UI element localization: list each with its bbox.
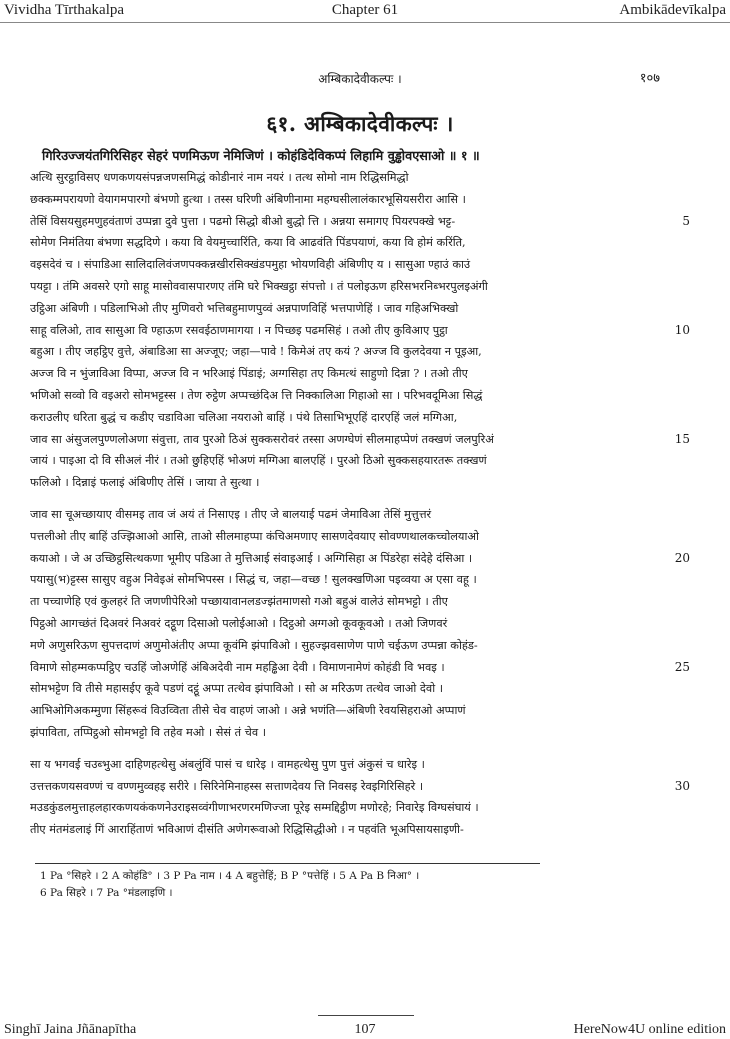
text-line: झंपाविता, तप्पिट्ठओ सोमभट्टो वि तहेव मओ । सेसं तं चेव । [30, 725, 266, 739]
footnote-line: 6 Pa सिहरे । 7 Pa °मंडलाइणि । [40, 886, 173, 899]
text-line: उट्ठिआ अंबिणी । पडिलाभिओ तीए मुणिवरो भत्तिबहुमाणपुव्वं अन्नपाणविहिं भत्तपाणेहिं । जाव गहिअभिक्खो [30, 301, 459, 315]
line-number: 10 [674, 322, 690, 337]
footer-rule [318, 1015, 414, 1016]
text-line: बहुआ । तीए जहट्ठिए वुत्ते, अंबाडिआ सा अज्जूए; जहा—पावे ! किमेअं तए कयं ? अज्ज वि कुलदेवया न पूइआ, [30, 345, 482, 359]
paragraph-1 [30, 167, 690, 494]
header-chapter: Chapter 61 [331, 2, 399, 18]
text-line: मउडकुंडलमुत्ताहलहारकणयकंकणनेउराइसव्वंगीणाभरणरमणिज्जा पूरेइ सम्मद्दिट्ठीण मणोरहे; निवारेइ विग्घसंघायं । [30, 801, 479, 815]
text-line: कयाओ । जे अ उच्छिट्ठसित्थकणा भूमीए पडिआ ते मुत्तिआई संवाइआई । अग्गिसिहा अ पिंडरेहा संदेहे दंसिआ । 20 [30, 548, 690, 570]
header-book-title: Vividha Tīrthakalpa [4, 2, 125, 18]
text-line: तेसिं विसयसुहमणुहवंताणं उप्पन्ना दुवे पुत्ता । पढमो सिद्धो बीओ बुद्धो त्ति । अन्नया समागए पियरपक्खे भट्ट- 5 [30, 211, 690, 233]
paragraph-2 [30, 504, 690, 744]
text-line: सोमभट्टेण वि तीसे महासईए कूवे पडणं दट्ठूं अप्पा तत्थेव झंपाविओ । सो अ मरिऊण तत्थेव जाओ देवो । [30, 682, 444, 696]
text-line: सोमेण निमंतिया बंभणा सद्धदिणे । कया वि वेयमुच्चारिंति, कया वि आढवंति पिंडपयाणं, कया वि होमं करिंति, [30, 236, 466, 250]
text-line: भणिओ सव्वो वि वइअरो सोमभट्टस्स । तेण रुट्ठेण अप्पच्छंदिअ त्ति निक्कालिआ गिहाओ सा । परिभवदूमिआ सिद्धं [30, 388, 483, 402]
text-line: कराउलीए धरिता बुद्धं च कडीए चडाविआ चलिआ नयराओ बाहिं । पंथे तिसाभिभूएहिं दारएहिं जलं मग्गिआ, [30, 410, 458, 424]
text-line: मणे अणुसरिऊण सुपत्तदाणं अणुमोअंतीए अप्पा कूवंमि झंपाविओ । सुहज्झवसाणेण पाणे चईऊण उप्पन्ना कोहंड- [30, 638, 478, 652]
text-line: आभिओगिअकम्मुणा सिंहरूवं विउव्विता तीसे चेव वाहणं जाओ । अन्ने भणंति—अंबिणी रेवयसिहराओ अप्पाणं [30, 704, 466, 718]
line-number: 15 [674, 431, 690, 446]
text-line: जाव सा अंसुजलपुण्णलोअणा संवुत्ता, ताव पुरओ ठिअं सुक्कसरोवरं तस्सा अणग्घेणं सीलमाहप्पेणं तक्खणं जलपुरिअं 15 [30, 429, 690, 451]
running-head-title: अम्बिकादेवीकल्पः । [318, 72, 402, 86]
text-line: तीए मंतमंडलाइं गिं आराहिंताणं भविआणं दीसंति अणेगरूवाओ रिद्धिसिद्धीओ । न पहवंति भूअपिसायसाइणी- [30, 823, 464, 837]
line-number: 5 [682, 213, 690, 228]
running-head-page-number: १०७ [639, 71, 660, 86]
page-header [0, 0, 730, 23]
footer-page-number: 107 [354, 1022, 376, 1037]
text-line: वइसदेवं च । संपाडिआ सालिदालिवंजणपक्कन्नखीरसिक्खंडपमुहा भोयणविही अंबिणीए य । सासुआ ण्हाउं काउं [30, 258, 471, 272]
running-head [30, 66, 690, 90]
footnote-rule [35, 863, 540, 864]
text-line: पयट्टा । तंमि अवसरे एगो साहू मासोववासपारणए तंमि घरे भिक्खट्ठा संपत्तो । तं पलोइऊण हरिसभरनिब्भरपुलइअंगी [30, 279, 488, 293]
header-section: Ambikādevīkalpa [619, 2, 726, 18]
footnote-line: 1 Pa °सिहरे । 2 A कोहंडि° । 3 P Pa नाम । 4 A बहुत्तेहिं; B P °पत्तेहिं । 5 A Pa B निआ° । [40, 869, 420, 882]
text-line: जायं । पाइआ दो वि सीअलं नीरं । तओ छुहिएहिं भोअणं मग्गिआ बालएहिं । पुरओ ठिओ सुक्कसहयारतरू तक्खणं [30, 454, 487, 468]
page-footer [0, 1015, 730, 1039]
text-line: जाव सा चूअच्छायाए वीसमइ ताव जं अयं तं निसाएइ । तीए जे बालयाई पढमं जेमाविआ तेसिं मुत्तुत्तरं [30, 507, 432, 521]
opening-verse: गिरिउज्जयंतगिरिसिहर सेहरं पणमिऊण नेमिजिणं । कोहंडिदेविकप्पं लिहामि वुड्ढोवएसाओ ॥ १ ॥ [42, 149, 480, 164]
line-number: 30 [674, 778, 690, 793]
text-line: ता पच्चाणेहि एवं कुलहरं ति जणणीपेरिओ पच्छायावानलडज्झंतमाणसो गओ बहुअं वालेउं सोमभट्टो । तीए [30, 595, 448, 609]
line-number: 25 [674, 659, 690, 674]
text-line: पत्तलीओ तीए बाहिं उज्झिआओ आसि, ताओ सीलमाहप्पा कंचिअमणाए सासणदेवयाए सोवण्णथालकच्चोलयाओ [30, 529, 479, 543]
text-line: अत्थि सुरट्ठाविसए धणकणयसंपन्नजणसमिद्धं कोडीनारं नाम नयरं । तत्थ सोमो नाम रिद्धिसमिद्धो [30, 171, 409, 184]
text-line: फलिओ । दिन्नाइं फलाइं अंबिणीए तेसिं । जाया ते सुत्था । [30, 476, 260, 490]
text-line: छक्कम्मपरायणो वेयागमपारगो बंभणो हुत्था । तस्स घरिणी अंबिणीनामा महग्घसीलालंकारभूसियसरीरा आसि । [30, 192, 466, 206]
text-line: विमाणे सोहम्मकप्पट्ठिए चउहिं जोअणेहिं अंबिअदेवी नाम महड्ढिआ देवी । विमाणनामेणं कोहंडी वि भवइ । 25 [30, 657, 690, 679]
footer-edition: HereNow4U online edition [573, 1022, 726, 1037]
text-line: उत्तत्तकणयसवण्णं च वण्णमुव्वहइ सरीरे । सिरिनेमिनाहस्स सत्ताणदेवय त्ति निवसइ रेवइगिरिसिहरे । 30 [30, 776, 690, 798]
footer-publisher: Singhī Jaina Jñānapītha [4, 1022, 137, 1037]
chapter-title: ६१. अम्बिकादेवीकल्पः । [266, 111, 454, 136]
line-number: 20 [674, 550, 690, 565]
scanned-page [30, 66, 690, 902]
paragraph-3 [30, 754, 690, 841]
text-line: पयासु(भ)ट्टस्स सासुए वहुअ निवेइअं सोमभिपस्स । सिद्धं च, जहा—वच्छ ! सुलक्खणिआ पइव्वया अ एसा वहू । [30, 573, 477, 587]
text-line: पिट्ठओ आगच्छंतं दिअवरं निअवरं दट्ठूण दिसाओ पलोईआओ । दिट्ठओ अग्गओ कूवकूवओ । तओ जिणवरं [30, 616, 448, 630]
text-line: अज्ज वि न भुंजाविआ विप्पा, अज्ज वि न भरिआइं पिंडाइं; अग्गसिहा तए किमत्थं साहुणो दिन्ना ? । तओ तीए [30, 367, 468, 381]
text-line: सा य भगवई चउब्भुआ दाहिणहत्थेसु अंबलुंविं पासं च धारेइ । वामहत्थेसु पुण पुत्तं अंकुसं च धारेइ । [30, 757, 425, 771]
text-line: साहू वलिओ, ताव सासुआ वि ण्हाऊण रसवईठाणमागया । न पिच्छइ पढमसिहं । तओ तीए कुविआए पुट्ठा 10 [30, 320, 690, 342]
